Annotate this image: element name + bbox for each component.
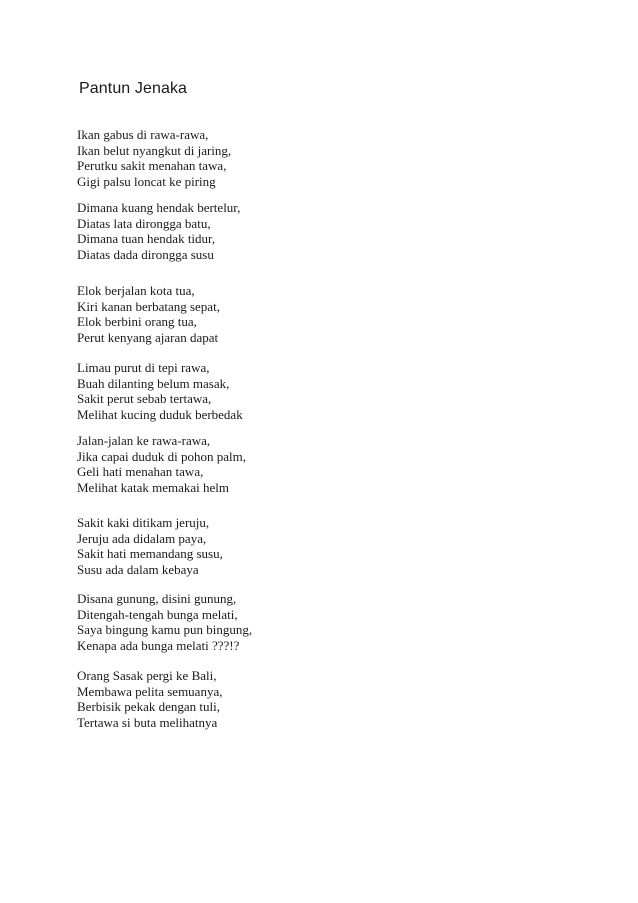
stanza-line: Susu ada dalam kebaya	[77, 561, 199, 577]
stanza-line: Jeruju ada didalam paya,	[77, 530, 207, 546]
stanza-line: Sakit hati memandang susu,	[77, 546, 223, 561]
stanza-line: Jika capai duduk di pohon palm,	[77, 448, 246, 464]
stanza-1	[77, 127, 231, 189]
stanza-line: Ikan gabus di rawa-rawa,	[77, 127, 209, 142]
stanza-line: Berbisik pekak dengan tuli,	[77, 699, 220, 714]
stanza-line: Diatas dada dirongga susu	[77, 246, 214, 262]
stanza-6	[77, 515, 223, 577]
stanza-line: Saya bingung kamu pun bingung,	[77, 622, 253, 637]
stanza-line: Membawa pelita semuanya,	[77, 683, 223, 699]
page-title: Pantun Jenaka	[79, 80, 188, 97]
stanza-line: Elok berjalan kota tua,	[77, 283, 195, 298]
stanza-line: Limau purut di tepi rawa,	[77, 360, 210, 375]
stanza-line: Kenapa ada bunga melati ???!?	[77, 637, 240, 653]
stanza-line: Ikan belut nyangkut di jaring,	[77, 142, 232, 158]
stanza-line: Buah dilanting belum masak,	[77, 375, 230, 391]
stanza-line: Sakit perut sebab tertawa,	[77, 391, 212, 406]
stanza-line: Geli hati menahan tawa,	[77, 464, 204, 479]
stanza-line: Jalan-jalan ke rawa-rawa,	[77, 433, 211, 448]
stanza-line: Dimana kuang hendak bertelur,	[77, 200, 241, 215]
stanza-line: Tertawa si buta melihatnya	[77, 714, 218, 730]
stanza-line: Gigi palsu loncat ke piring	[77, 173, 216, 189]
stanza-line: Diatas lata dirongga batu,	[77, 215, 211, 231]
stanza-7	[77, 591, 252, 653]
stanza-line: Perut kenyang ajaran dapat	[77, 329, 219, 345]
stanza-2	[77, 200, 240, 262]
stanza-line: Ditengah-tengah bunga melati,	[77, 606, 238, 622]
stanza-line: Orang Sasak pergi ke Bali,	[77, 668, 217, 683]
stanza-line: Perutku sakit menahan tawa,	[77, 158, 227, 173]
stanza-line: Dimana tuan hendak tidur,	[77, 231, 216, 246]
stanza-line: Melihat kucing duduk berbedak	[77, 406, 243, 422]
stanza-8	[77, 668, 222, 730]
stanza-5	[77, 433, 246, 495]
stanza-line: Sakit kaki ditikam jeruju,	[77, 515, 210, 530]
stanza-line: Elok berbini orang tua,	[77, 314, 197, 329]
stanza-4	[77, 360, 243, 422]
stanza-line: Disana gunung, disini gunung,	[77, 591, 237, 606]
stanza-line: Melihat katak memakai helm	[77, 479, 229, 495]
stanza-3	[77, 283, 220, 345]
stanza-line: Kiri kanan berbatang sepat,	[77, 298, 220, 314]
